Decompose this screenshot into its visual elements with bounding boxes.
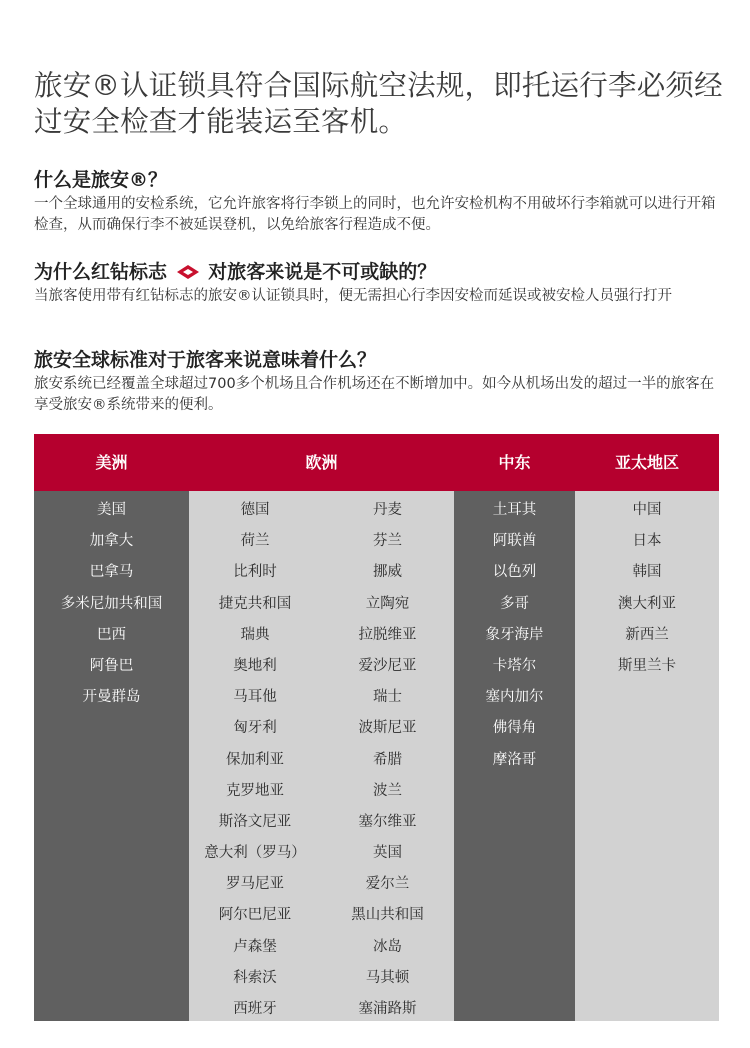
country-cell: 荷兰 [240, 533, 270, 550]
country-cell: 黑山共和国 [351, 907, 424, 924]
section-title: 什么是旅安®？ [34, 169, 168, 191]
country-cell: 波斯尼亚 [358, 720, 417, 737]
section-what-is [34, 168, 724, 236]
country-cell: 阿联酋 [492, 533, 537, 550]
country-cell: 多哥 [500, 595, 529, 612]
country-cell: 奥地利 [233, 657, 277, 674]
country-cell: 瑞士 [373, 689, 402, 706]
country-cell: 英国 [373, 845, 402, 862]
country-cell: 美国 [97, 502, 126, 518]
country-cell: 西班牙 [233, 1001, 277, 1017]
country-cell: 澳大利亚 [618, 595, 676, 612]
section-title [34, 260, 724, 284]
section-body: 一个全球通用的安检系统，它允许旅客将行李锁上的同时，也允许安检机构不用破坏行李箱就可以进行开箱检查，从而确保行李不被延误登机，以免给旅客行程造成不便。 [34, 196, 716, 233]
country-cell: 马耳他 [233, 689, 277, 706]
column-americas [34, 491, 189, 1021]
country-cell: 克罗地亚 [226, 782, 284, 799]
country-cell: 中国 [632, 502, 662, 518]
country-cell: 塞内加尔 [485, 689, 544, 706]
country-cell: 丹麦 [373, 502, 402, 518]
country-cell: 挪威 [373, 564, 402, 581]
page-headline: 旅安®认证锁具符合国际航空法规，即托运行李必须经过安全检查才能装运至客机。 [34, 69, 723, 138]
country-cell: 爱沙尼亚 [358, 657, 417, 674]
country-cell: 立陶宛 [365, 595, 410, 612]
header-middle-east: 中东 [498, 453, 531, 472]
country-cell: 象牙海岸 [485, 626, 544, 643]
section-title-part: 对旅客来说是不可或缺的？ [208, 261, 437, 283]
country-cell: 加拿大 [89, 533, 134, 550]
country-cell: 保加利亚 [226, 751, 284, 768]
country-cell: 韩国 [632, 564, 662, 581]
airport-region-table [34, 434, 719, 1021]
country-cell: 卢森堡 [233, 938, 277, 955]
section-body: 当旅客使用带有红钻标志的旅安®认证锁具时，便无需担心行李因安检而延误或被安检人员强行打开 [34, 288, 672, 304]
country-cell: 波兰 [373, 782, 402, 799]
country-cell: 拉脱维亚 [358, 626, 417, 643]
country-cell: 比利时 [233, 564, 277, 581]
country-cell: 希腊 [373, 751, 402, 768]
country-cell: 瑞典 [240, 626, 270, 643]
section-red-diamond [34, 260, 724, 307]
country-cell: 罗马尼亚 [226, 876, 284, 893]
country-cell: 斯洛文尼亚 [218, 813, 292, 830]
country-cell: 多米尼加共和国 [60, 595, 163, 612]
country-cell: 冰岛 [373, 938, 402, 955]
column-middle-east [454, 491, 575, 1021]
column-europe-1 [189, 491, 321, 1021]
country-cell: 爱尔兰 [365, 876, 410, 893]
country-cell: 巴西 [97, 626, 126, 643]
country-cell: 芬兰 [373, 533, 402, 550]
country-cell: 塞尔维亚 [358, 813, 417, 830]
country-cell: 土耳其 [492, 502, 537, 518]
section-title: 旅安全球标准对于旅客来说意味着什么？ [34, 349, 377, 371]
header-asia-pacific: 亚太地区 [614, 453, 679, 472]
country-cell: 卡塔尔 [492, 657, 537, 674]
country-cell: 德国 [240, 502, 270, 518]
country-cell: 捷克共和国 [218, 595, 292, 612]
section-global-standard [34, 348, 724, 416]
country-cell: 开曼群岛 [82, 689, 141, 706]
country-cell: 以色列 [492, 564, 537, 581]
red-diamond-icon [176, 264, 200, 280]
country-cell: 巴拿马 [89, 564, 134, 581]
table-header [34, 434, 719, 491]
country-cell: 意大利（罗马） [204, 845, 306, 862]
header-europe: 欧洲 [305, 453, 338, 472]
country-cell: 阿尔巴尼亚 [218, 907, 292, 924]
country-cell: 马其顿 [365, 969, 410, 986]
country-cell: 佛得角 [492, 720, 537, 737]
section-body: 旅安系统已经覆盖全球超过700多个机场且合作机场还在不断增加中。如今从机场出发的超过一半的旅客在享受旅安®系统带来的便利。 [34, 376, 715, 413]
section-title-part: 为什么红钻标志 [34, 261, 168, 283]
country-cell: 匈牙利 [233, 720, 277, 737]
country-cell: 阿鲁巴 [89, 657, 134, 674]
country-cell: 斯里兰卡 [618, 657, 676, 674]
country-cell: 摩洛哥 [492, 751, 537, 768]
column-asia-pacific [575, 491, 719, 1021]
country-cell: 新西兰 [625, 626, 669, 643]
country-cell: 日本 [632, 533, 662, 550]
column-europe-2 [321, 491, 454, 1021]
header-americas: 美洲 [95, 453, 128, 472]
country-cell: 科索沃 [233, 969, 277, 986]
country-cell: 塞浦路斯 [358, 1001, 417, 1017]
